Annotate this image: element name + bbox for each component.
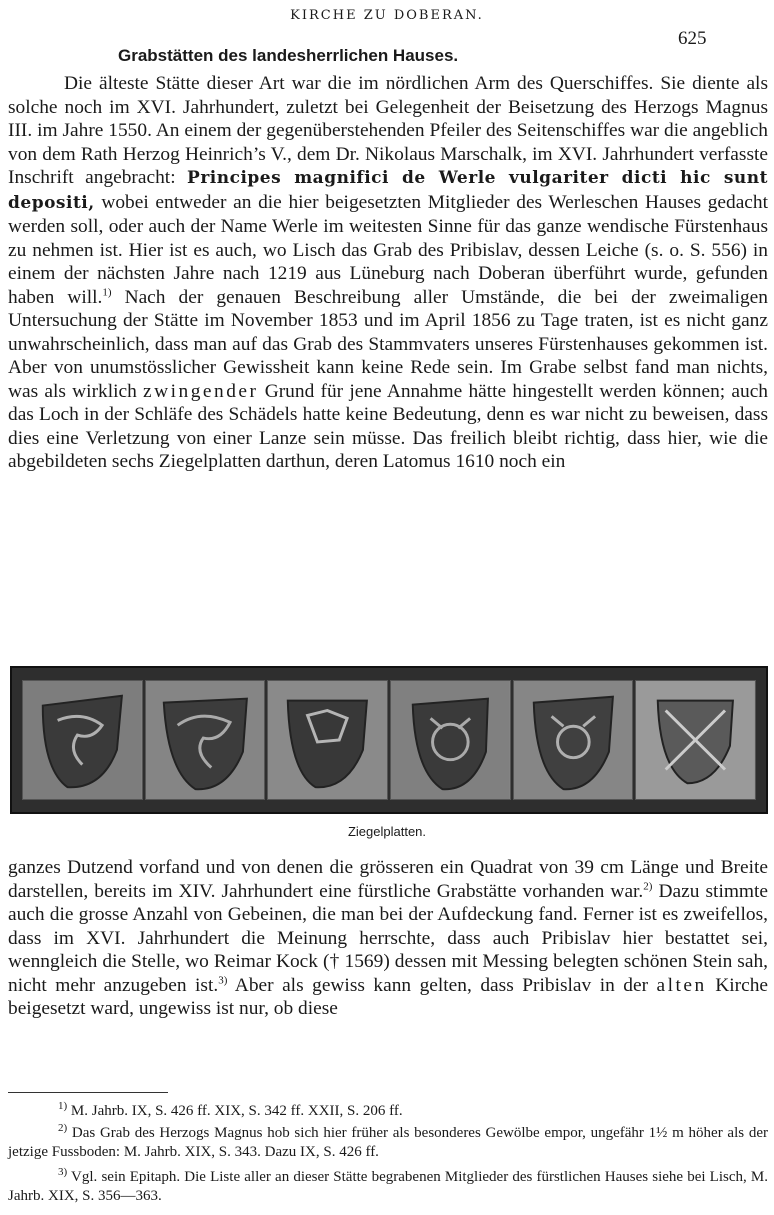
running-head: KIRCHE ZU DOBERAN. (290, 8, 484, 23)
tile-image (145, 680, 266, 800)
footnote-ref-2: 2) (643, 880, 653, 893)
para2-text-d: Kirche beigesetzt ward, ungewiss ist nur, ob diese (8, 974, 768, 1019)
paragraph-2 (8, 856, 768, 1021)
para2-text-c: Aber als gewiss kann gelten, dass Pribislav in der (227, 974, 657, 996)
footnote-rule (8, 1092, 168, 1093)
section-title: Grabstätten des landesherrlichen Hauses. (118, 46, 459, 65)
footnote-mark: 1) (58, 1100, 68, 1112)
footnote-text: Das Grab des Herzogs Magnus hob sich hier früher als besonderes Gewölbe empor, ungefähr 1½ m höher als der jetzige Fussboden: M. Jahrb. XIX, S. 343. Dazu IX, S. 426 ff. (8, 1125, 768, 1160)
para1-text-d: Grund für jene Annahme hätte hingestellt werden können; auch das Loch in der Schläfe des Schädels hatte keine Bedeutung, denn es war nicht zu beweisen, dass dies eine Verletzung von einer Lanze sein müsse. Das freilich bleibt richtig, dass hier, wie die abgebildeten sechs Ziegelplatten darthun, deren Latomus 1610 noch ein (8, 380, 768, 472)
shield-icon (268, 681, 387, 799)
tile-image (22, 680, 143, 800)
tile-image (635, 680, 756, 800)
footnote-text: Vgl. sein Epitaph. Die Liste aller an dieser Stätte begrabenen Mitglieder des fürstlichen Hauses siehe bei Lisch, M. Jahrb. XIX, S. 356—363. (8, 1169, 768, 1204)
footnote-ref-3: 3) (218, 974, 228, 987)
shield-icon (391, 681, 510, 799)
tile-photograph (10, 666, 768, 814)
tile-image (513, 680, 634, 800)
para2-text-b: Dazu stimmte auch die grosse Anzahl von Gebeinen, die man bei der Aufdeckung fand. Ferner ist es zweifellos, dass im XVI. Jahrhundert die Meinung herrschte, dass auch Pribislav hier bestattet sei, wenngleich die Stelle, wo Reimar Kock († 1569) dessen mit Messing belegten schönen Stein sah, nicht mehr anzugeben ist. (8, 880, 768, 996)
footnote-text: M. Jahrb. IX, S. 426 ff. XIX, S. 342 ff. XXII, S. 206 ff. (67, 1103, 403, 1119)
para1-text-c: Nach der genauen Beschreibung aller Umstände, die bei der zweimaligen Untersuchung der Stätte im November 1853 und im April 1856 zu Tage traten, ist es nicht ganz unwahrscheinlich, dass man auf das Grab des Stammvaters unseres Fürstenhauses gekommen ist. Aber von unumstösslicher Gewissheit kann keine Rede sein. Im Grabe selbst fand man nichts, was als wirklich (8, 286, 768, 402)
tile-image (267, 680, 388, 800)
shield-icon (146, 681, 265, 799)
para1-emphasis: zwingender (143, 380, 259, 402)
figure-caption: Ziegelplatten. (347, 824, 427, 839)
para1-text-a: Die älteste Stätte dieser Art war die im nördlichen Arm des Querschiffes. Sie diente als solche noch im XVI. Jahrhundert, zuletzt bei Gelegenheit der Beisetzung des Herzogs Magnus III. im Jahre 1550. An einem der gegenüberstehenden Pfeiler des Seitenschiffes war die angeblich von dem Rath Herzog Heinrich’s V., dem Dr. Nikolaus Marschalk, im XVI. Jahrhundert verfasste Inschrift angebracht: (8, 73, 768, 188)
para2-text-a: ganzes Dutzend vorfand und von denen die grösseren ein Quadrat von 39 cm Länge und Breite darstellen, bereits im XIV. Jahrhundert eine fürstliche Grabstätte vorhanden war. (8, 857, 768, 902)
paragraph-1 (8, 72, 768, 474)
footnote-mark: 3) (58, 1166, 68, 1178)
footnote-2 (8, 1124, 768, 1162)
footnote-mark: 2) (58, 1122, 68, 1134)
footnote-1 (8, 1102, 768, 1121)
tile-row (22, 680, 756, 800)
page-number: 625 (678, 28, 707, 49)
para2-emphasis: alten (656, 974, 707, 996)
para1-text-b: wobei entweder an die hier beigesetzten Mitglieder des Werleschen Hauses gedacht werden soll, oder auch der Name Werle im weitesten Sinne für das ganze wendische Fürstenhaus zu nehmen ist. Hier ist es auch, wo Lisch das Grab des Pribislav, dessen Leiche (s. o. S. 556) in einem der nächsten Jahre nach 1219 aus Lüneburg nach Doberan überführt wurde, gefunden haben will. (8, 191, 768, 308)
inscription-text: Principes magnifici de Werle vulgariter dicti hic sunt depositi, (8, 168, 768, 213)
shield-icon (514, 681, 633, 799)
footnote-ref-1: 1) (102, 286, 112, 299)
tile-image (390, 680, 511, 800)
shield-icon (636, 681, 755, 799)
footnote-3 (8, 1168, 768, 1206)
shield-icon (23, 681, 142, 799)
